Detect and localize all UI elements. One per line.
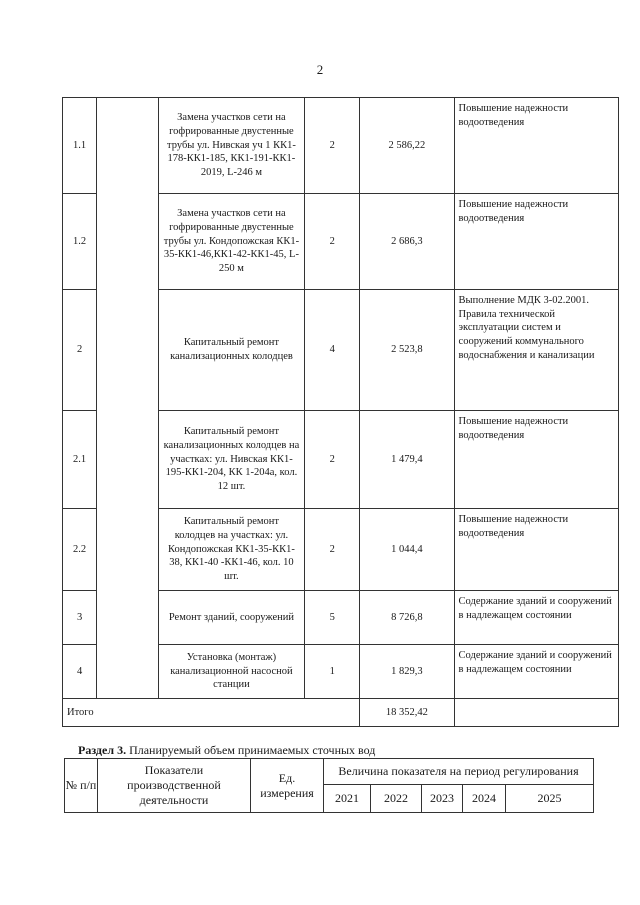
measure-note: Содержание зданий и сооружений в надлежащем состоянии bbox=[454, 591, 618, 645]
measure-note: Выполнение МДК 3-02.2001. Правила технической эксплуатации систем и сооружений коммунального водоснабжения и канализации bbox=[454, 290, 618, 411]
header-row bbox=[65, 759, 594, 785]
section-3-title-text: Планируемый объем принимаемых сточных вод bbox=[126, 743, 376, 757]
measure-qty: 2 bbox=[305, 194, 360, 290]
row-number: 2 bbox=[63, 290, 97, 411]
measure-qty: 1 bbox=[305, 645, 360, 699]
page-number: 2 bbox=[316, 62, 324, 77]
measure-qty: 2 bbox=[305, 411, 360, 509]
measure-note: Повышение надежности водоотведения bbox=[454, 98, 618, 194]
year-header: 2025 bbox=[506, 785, 594, 813]
row-number: 4 bbox=[63, 645, 97, 699]
total-row bbox=[63, 699, 619, 727]
measure-amount: 2 586,22 bbox=[360, 98, 454, 194]
section-3-title bbox=[78, 743, 375, 758]
col-num-header: № п/п bbox=[65, 759, 98, 813]
measure-note: Содержание зданий и сооружений в надлежащем состоянии bbox=[454, 645, 618, 699]
row-number: 1.2 bbox=[63, 194, 97, 290]
col-value-header: Величина показателя на период регулирования bbox=[324, 759, 594, 785]
measure-name: Замена участков сети на гофрированные двустенные трубы ул. Кондопожская КК1-35-КК1-46,КК1-42-КК1-45, L- 250 м bbox=[158, 194, 305, 290]
measure-note: Повышение надежности водоотведения bbox=[454, 411, 618, 509]
measure-qty: 4 bbox=[305, 290, 360, 411]
measure-amount: 2 686,3 bbox=[360, 194, 454, 290]
row-number: 1.1 bbox=[63, 98, 97, 194]
measure-amount: 8 726,8 bbox=[360, 591, 454, 645]
measure-qty: 2 bbox=[305, 98, 360, 194]
total-amount: 18 352,42 bbox=[360, 699, 454, 727]
measures-table bbox=[62, 97, 619, 727]
total-note-empty bbox=[454, 699, 618, 727]
wastewater-volume-table bbox=[64, 758, 594, 813]
total-label: Итого bbox=[63, 699, 360, 727]
measure-name: Установка (монтаж) канализационной насосной станции bbox=[158, 645, 305, 699]
measure-note: Повышение надежности водоотведения bbox=[454, 509, 618, 591]
year-header: 2021 bbox=[324, 785, 371, 813]
measure-note: Повышение надежности водоотведения bbox=[454, 194, 618, 290]
row-number: 2.1 bbox=[63, 411, 97, 509]
measure-name: Капитальный ремонт канализационных колодцев на участках: ул. Нивская КК1-195-КК1-204, КК 1-204а, кол. 12 шт. bbox=[158, 411, 305, 509]
row-number: 3 bbox=[63, 591, 97, 645]
year-header: 2022 bbox=[371, 785, 422, 813]
merged-empty-cell bbox=[97, 98, 158, 699]
measure-amount: 1 479,4 bbox=[360, 411, 454, 509]
year-header: 2023 bbox=[422, 785, 463, 813]
table-row bbox=[63, 98, 619, 194]
measure-amount: 1 829,3 bbox=[360, 645, 454, 699]
col-unit-header: Ед. измерения bbox=[251, 759, 324, 813]
measure-name: Ремонт зданий, сооружений bbox=[158, 591, 305, 645]
col-indicators-header: Показатели производственной деятельности bbox=[98, 759, 251, 813]
section-3-prefix: Раздел 3. bbox=[78, 743, 127, 757]
measure-name: Капитальный ремонт канализационных колодцев bbox=[158, 290, 305, 411]
measure-amount: 1 044,4 bbox=[360, 509, 454, 591]
row-number: 2.2 bbox=[63, 509, 97, 591]
measure-name: Замена участков сети на гофрированные двустенные трубы ул. Нивская уч 1 КК1-178-КК1-185, КК1-191-КК1-2019, L-246 м bbox=[158, 98, 305, 194]
measure-amount: 2 523,8 bbox=[360, 290, 454, 411]
measure-name: Капитальный ремонт колодцев на участках: ул. Кондопожская КК1-35-КК1-38, КК1-40 -КК1-46, кол. 10 шт. bbox=[158, 509, 305, 591]
year-header: 2024 bbox=[463, 785, 506, 813]
measure-qty: 5 bbox=[305, 591, 360, 645]
measure-qty: 2 bbox=[305, 509, 360, 591]
